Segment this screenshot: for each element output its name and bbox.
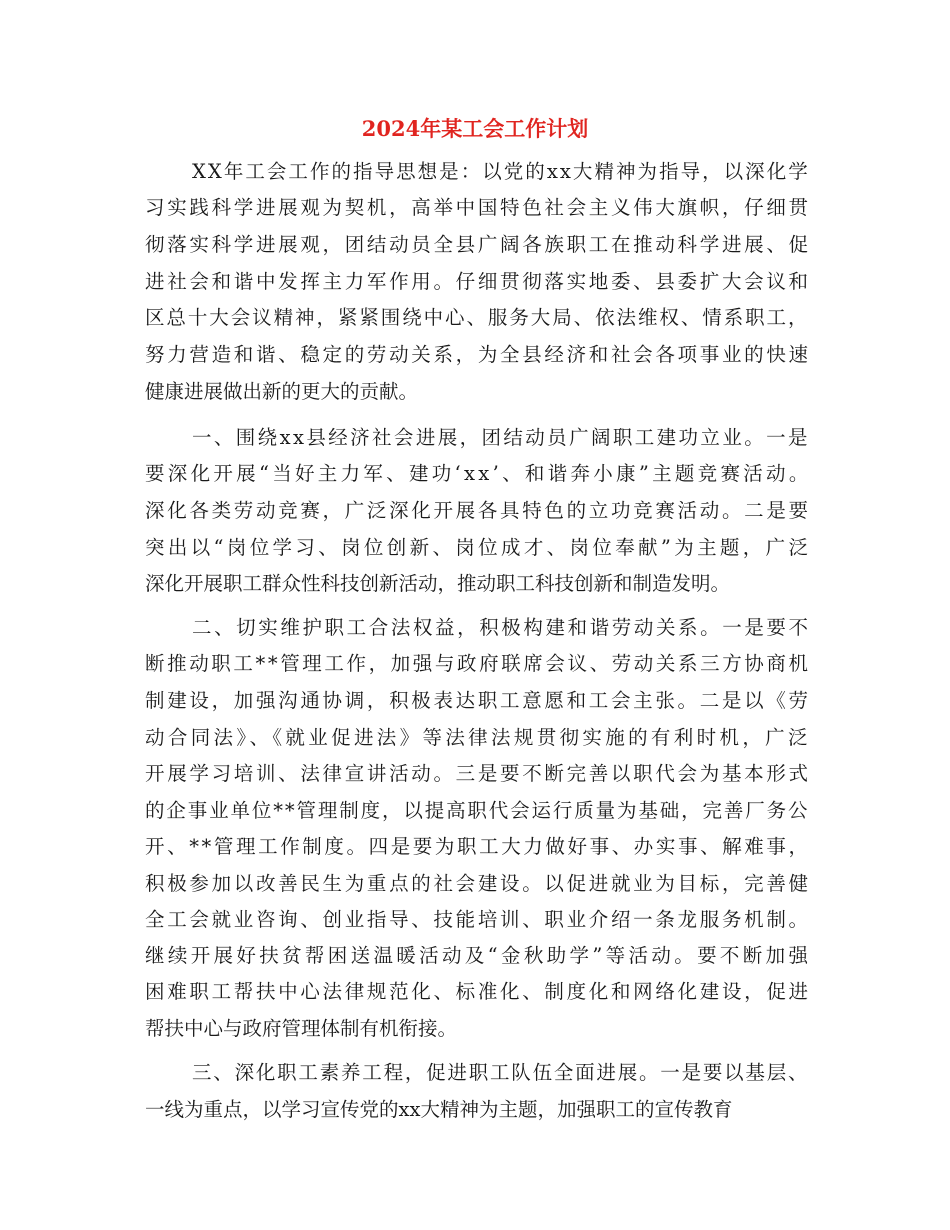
- paragraph-line: 一线为重点，以学习宣传党的xx大精神为主题，加强职工的宣传教育: [145, 1098, 733, 1121]
- paragraph-first-line: 二、切实维护职工合法权益，积极构建和谐劳动关系。一是要不: [192, 616, 811, 639]
- paragraph-line: 努力营造和谐、稳定的劳动关系，为全县经济和社会各项事业的快速: [145, 343, 811, 366]
- paragraph-line: 开、**管理工作制度。四是要为职工大力做好事、办实事、解难事，: [145, 835, 811, 858]
- paragraph-line: 深化开展职工群众性科技创新活动，推动职工科技创新和制造发明。: [145, 572, 731, 595]
- paragraph-line: 彻落实科学进展观，团结动员全县广阔各族职工在推动科学进展、促: [145, 233, 811, 256]
- paragraph-line: 突出以“岗位学习、岗位创新、岗位成才、岗位奉献”为主题，广泛: [145, 536, 812, 559]
- paragraph-line: 健康进展做出新的更大的贡献。: [145, 380, 419, 403]
- paragraph-first-line: 一、围绕xx县经济社会进展，团结动员广阔职工建功立业。一是: [192, 426, 810, 449]
- paragraph-line: 开展学习培训、法律宣讲活动。三是要不断完善以职代会为基本形式: [145, 762, 811, 785]
- paragraph-line: 习实践科学进展观为契机，高举中国特色社会主义伟大旗帜，仔细贯: [145, 196, 811, 219]
- paragraph-line: 帮扶中心与政府管理体制有机衔接。: [145, 1017, 458, 1040]
- paragraph-line: 深化各类劳动竞赛，广泛深化开展各具特色的立功竞赛活动。二是要: [145, 499, 811, 522]
- paragraph-line: 积极参加以改善民生为重点的社会建设。以促进就业为目标，完善健: [145, 872, 811, 895]
- paragraph-line: 制建设，加强沟通协调，积极表达职工意愿和工会主张。二是以《劳: [145, 689, 811, 712]
- paragraph-line: 继续开展好扶贫帮困送温暖活动及“金秋助学”等活动。要不断加强: [145, 944, 812, 967]
- paragraph-line: 进社会和谐中发挥主力军作用。仔细贯彻落实地委、县委扩大会议和: [145, 270, 811, 293]
- paragraph-line: 动合同法》、《就业促进法》等法律法规贯彻实施的有利时机，广泛: [145, 726, 811, 749]
- paragraph-line: 的企事业单位**管理制度，以提高职代会运行质量为基础，完善厂务公: [145, 799, 810, 822]
- paragraph-first-line: 三、深化职工素养工程，促进职工队伍全面进展。一是要以基层、: [192, 1061, 810, 1084]
- paragraph-line: 断推动职工**管理工作，加强与政府联席会议、劳动关系三方协商机: [145, 652, 811, 675]
- paragraph-first-line: XX年工会工作的指导思想是：以党的xx大精神为指导，以深化学: [192, 160, 810, 183]
- paragraph-line: 要深化开展“当好主力军、建功‘xx’、和谐奔小康”主题竞赛活动。: [145, 462, 812, 485]
- document-title: 2024年某工会工作计划: [361, 116, 589, 141]
- paragraph-line: 区总十大会议精神，紧紧围绕中心、服务大局、依法维权、情系职工，: [145, 306, 810, 329]
- paragraph-line: 全工会就业咨询、创业指导、技能培训、职业介绍一条龙服务机制。: [145, 908, 811, 931]
- paragraph-line: 困难职工帮扶中心法律规范化、标准化、制度化和网络化建设，促进: [145, 980, 811, 1003]
